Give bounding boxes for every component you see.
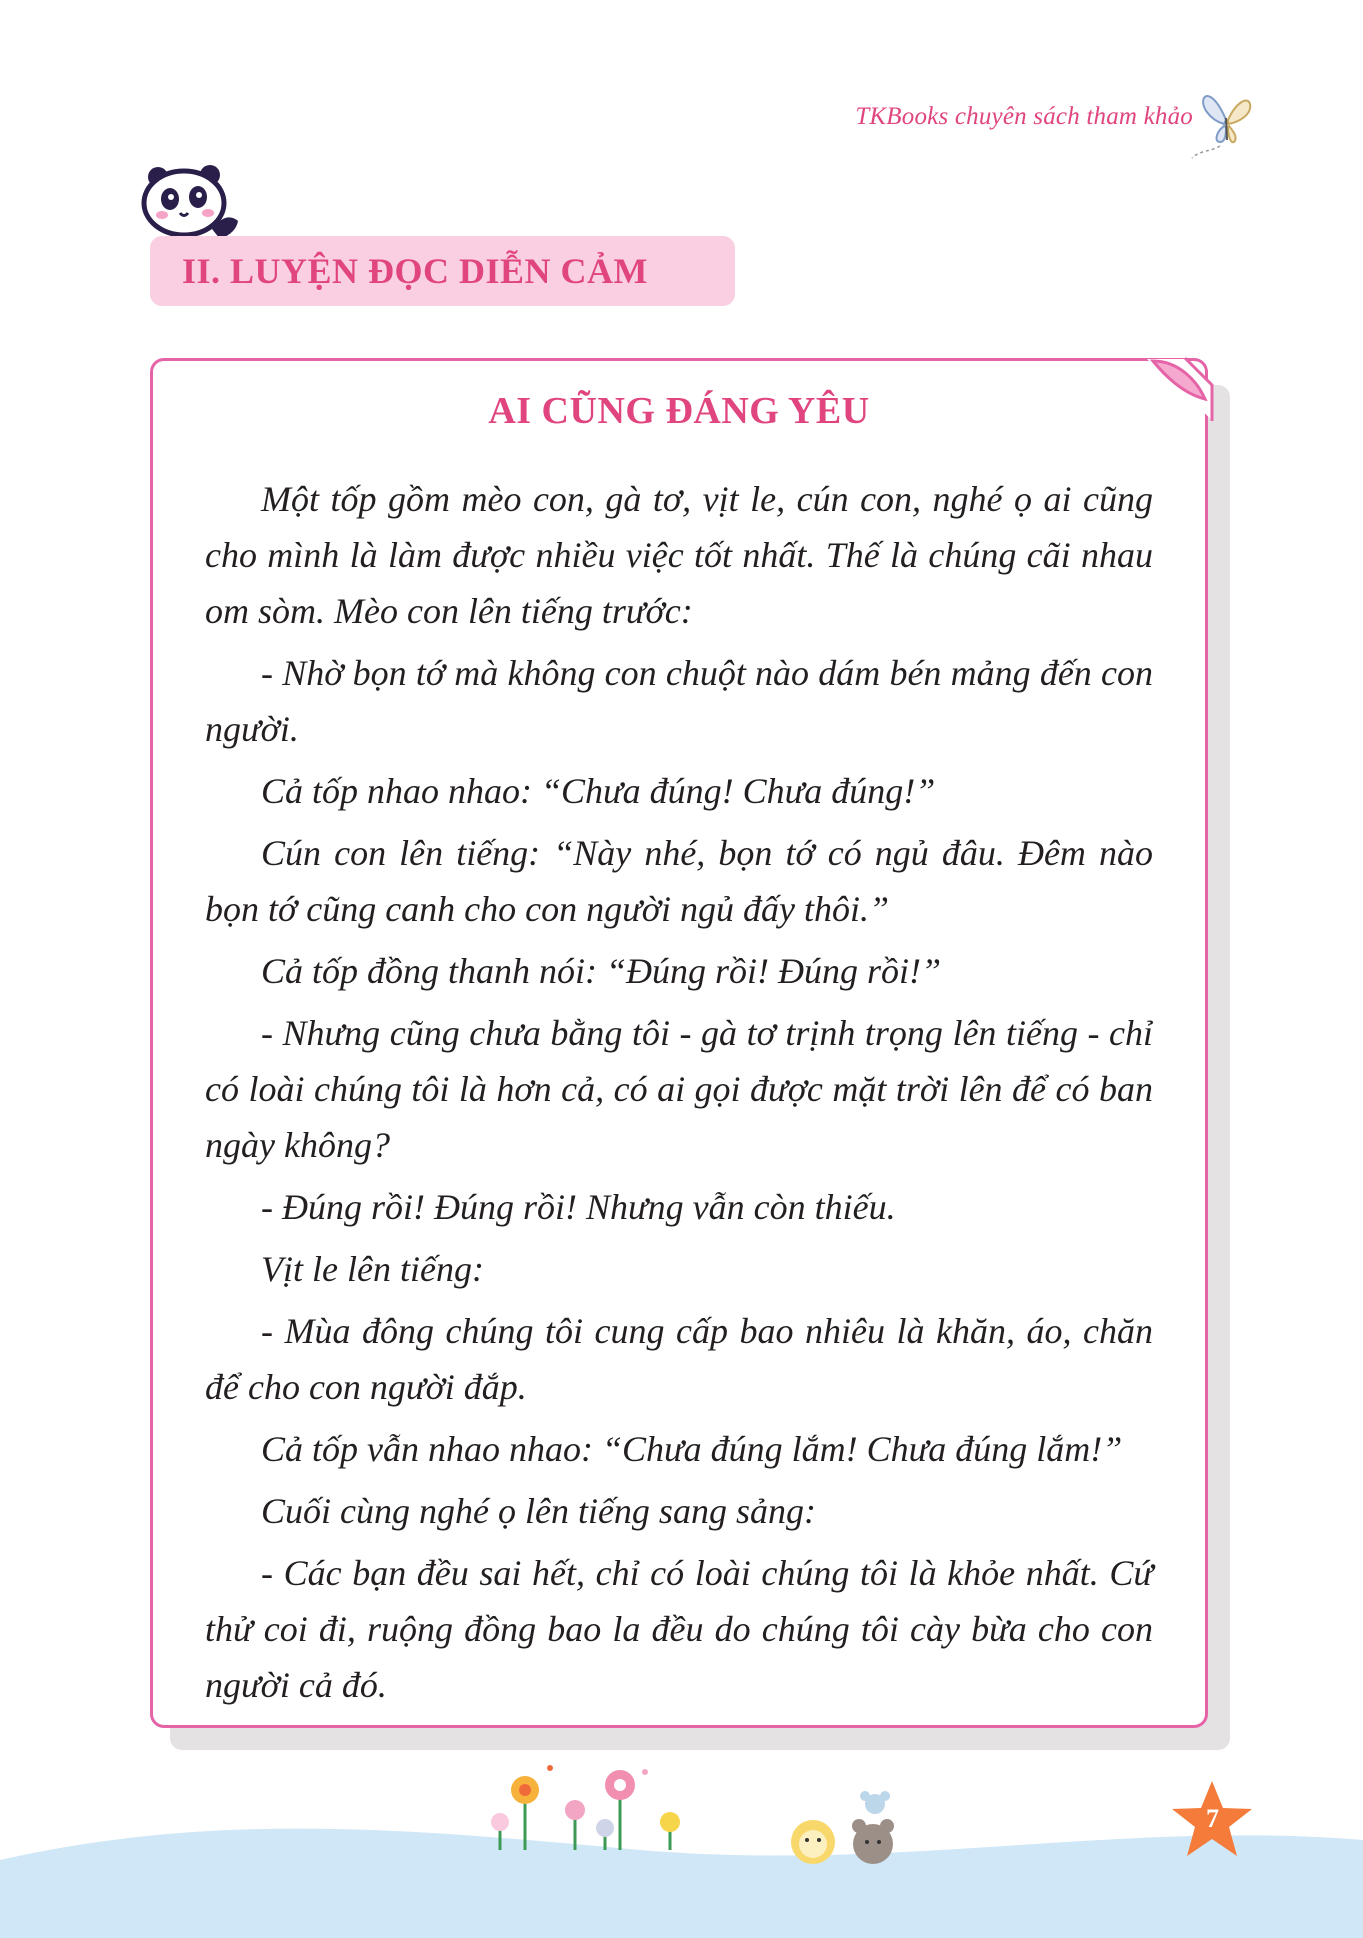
header-brand: TKBooks chuyên sách tham khảo <box>855 103 1193 130</box>
page-curl-icon <box>1145 355 1215 425</box>
story-paragraph: Cún con lên tiếng: “Này nhé, bọn tớ có ngủ đâu. Đêm nào bọn tớ cũng canh cho con người ngủ đấy thôi.” <box>205 833 1153 929</box>
animals-icon <box>785 1790 900 1870</box>
story-paragraph: Vịt le lên tiếng: <box>261 1249 484 1289</box>
story-paragraph: - Nhờ bọn tớ mà không con chuột nào dám bén mảng đến con người. <box>205 653 1153 749</box>
story-paragraph: - Nhưng cũng chưa bằng tôi - gà tơ trịnh trọng lên tiếng - chỉ có loài chúng tôi là hơn cả, có ai gọi được mặt trời lên để có ban ngày không? <box>205 1013 1153 1165</box>
butterfly-icon <box>1190 80 1265 170</box>
story-paragraph: Cả tốp đồng thanh nói: “Đúng rồi! Đúng rồi!” <box>261 951 942 991</box>
section-banner <box>150 236 735 306</box>
story-paragraph: Cả tốp vẫn nhao nhao: “Chưa đúng lắm! Chưa đúng lắm!” <box>261 1429 1123 1469</box>
story-paragraph: Cuối cùng nghé ọ lên tiếng sang sảng: <box>261 1491 816 1531</box>
story-text <box>205 471 1153 1719</box>
story-paragraph: - Các bạn đều sai hết, chỉ có loài chúng tôi là khỏe nhất. Cứ thử coi đi, ruộng đồng bao la đều do chúng tôi cày bừa cho con người cả đó. <box>205 1553 1153 1705</box>
reading-box <box>150 358 1208 1728</box>
section-title: II. LUYỆN ĐỌC DIỄN CẢM <box>182 251 649 291</box>
story-paragraph: Một tốp gồm mèo con, gà tơ, vịt le, cún con, nghé ọ ai cũng cho mình là làm được nhiều việc tốt nhất. Thế là chúng cãi nhau om sòm. Mèo con lên tiếng trước: <box>205 479 1153 631</box>
story-paragraph: - Mùa đông chúng tôi cung cấp bao nhiêu là khăn, áo, chăn để cho con người đắp. <box>205 1311 1153 1407</box>
story-title: AI CŨNG ĐÁNG YÊU <box>488 390 870 432</box>
flowers-icon <box>480 1760 700 1855</box>
story-paragraph: - Đúng rồi! Đúng rồi! Nhưng vẫn còn thiếu. <box>261 1187 896 1227</box>
story-paragraph: Cả tốp nhao nhao: “Chưa đúng! Chưa đúng!” <box>261 771 936 811</box>
page-number: 7 <box>1206 1804 1219 1833</box>
